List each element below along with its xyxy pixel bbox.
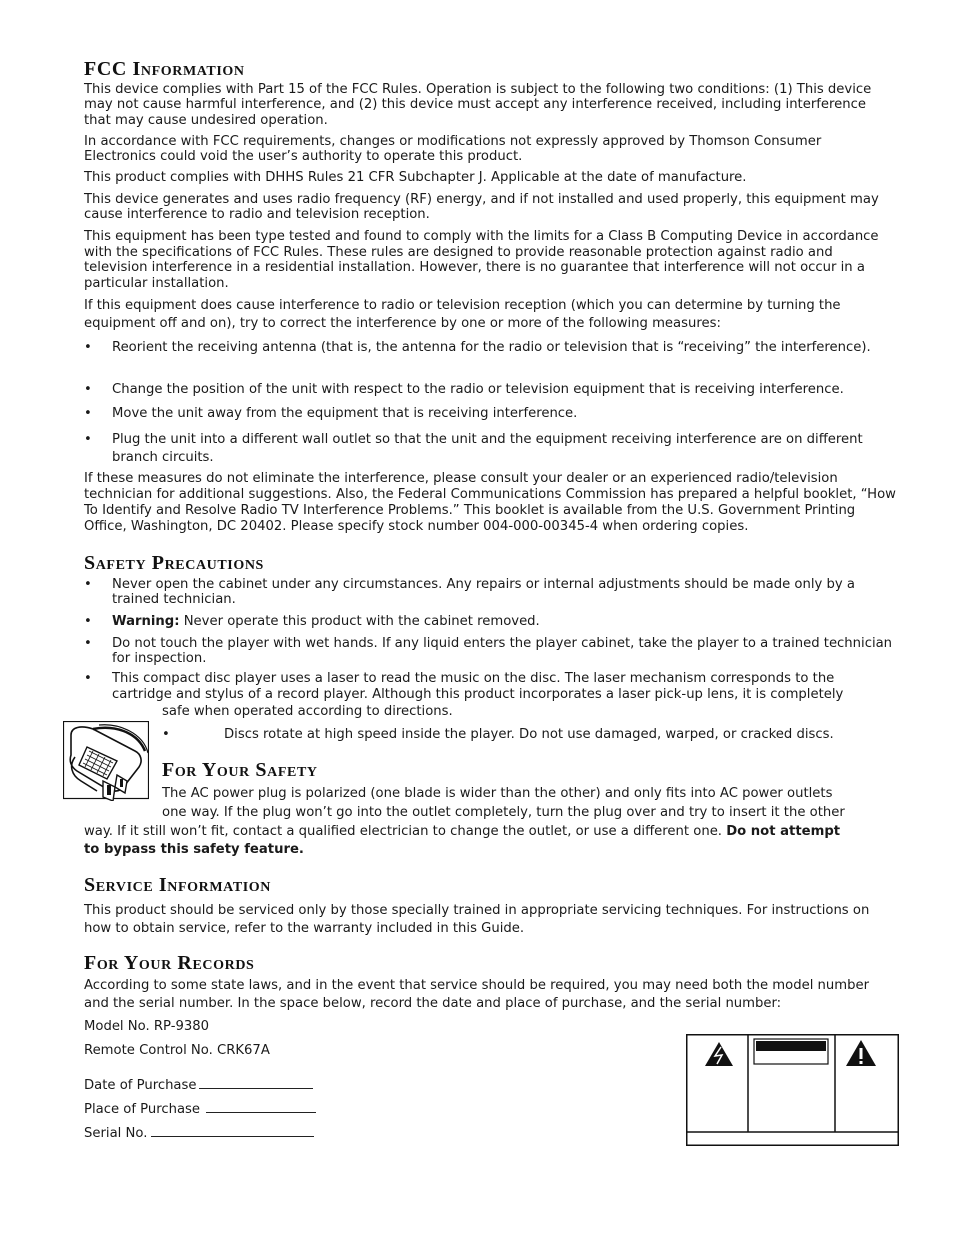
records-heading: For Your Records (84, 952, 255, 974)
safety-bullet-item (84, 614, 896, 629)
fcc-bullet-item (84, 431, 896, 466)
your-safety-heading: For Your Safety (162, 759, 318, 781)
serial-number-label: Serial No. (84, 1126, 148, 1141)
safety-bullet-item (84, 636, 896, 667)
your-safety-line-3-text: way. If it still won’t fit, contact a qualified electrician to change the outlet, or use a different one. (84, 824, 727, 839)
date-of-purchase-row (84, 1076, 313, 1094)
fcc-bullet-item (84, 382, 896, 397)
fcc-bullet-text: Change the position of the unit with respect to the radio or television equipment that is receiving interference. (112, 382, 844, 397)
safety-bullet-text: Do not touch the player with wet hands. If any liquid enters the player cabinet, take the player to a trained technician for inspection. (112, 636, 893, 667)
safety-heading: Safety Precautions (84, 552, 264, 574)
safety-laser-line-2: cartridge and stylus of a record player. Although this product incorporates a laser pick-up lens, it is completely (112, 687, 844, 702)
fcc-paragraph-4: This device generates and uses radio frequency (RF) energy, and if not installed and used properly, this equipment may cause interference to radio and television reception. (84, 192, 879, 223)
bullet-glyph: • (84, 636, 92, 651)
service-paragraph: This product should be serviced only by those specially trained in appropriate servicing techniques. For instructions on how to obtain service, refer to the warranty included in this Guide. (84, 903, 870, 936)
date-of-purchase-label: Date of Purchase (84, 1078, 197, 1093)
safety-laser-line-3: safe when operated according to directions. (162, 704, 453, 719)
fcc-paragraph-3: This product complies with DHHS Rules 21 CFR Subchapter J. Applicable at the date of manufacture. (84, 170, 747, 185)
fcc-paragraph-6: If this equipment does cause interference to radio or television reception (which you can determine by turning the equipment off and on), try to correct the interference by one or more of the following measures: (84, 298, 841, 331)
place-of-purchase-row (84, 1100, 316, 1118)
fcc-bullet-text: Reorient the receiving antenna (that is, the antenna for the radio or television that is “receiving” the interference). (112, 340, 871, 355)
fcc-bullet-item (84, 406, 896, 421)
fcc-paragraph-5: This equipment has been type tested and found to comply with the limits for a Class B Computing Device in accordance with the specifications of FCC Rules. These rules are designed to provide reasonable protection against radio and television interference in a residential installation. However, there is no guarantee that interference will not occur in a particular installation. (84, 229, 879, 291)
bullet-glyph: • (84, 671, 92, 686)
remote-control-number: Remote Control No. CRK67A (84, 1043, 270, 1058)
bullet-glyph: • (162, 727, 170, 742)
safety-laser-line-1: This compact disc player uses a laser to read the music on the disc. The laser mechanism corresponds to the (112, 671, 835, 686)
model-number: Model No. RP-9380 (84, 1019, 210, 1034)
safety-bullet-text (112, 614, 896, 629)
fcc-paragraph-7: If these measures do not eliminate the interference, please consult your dealer or an experienced radio/television technician for additional suggestions. Also, the Federal Communications Commission has prepared a helpful booklet, “How To Identify and Resolve Radio TV Interference Problems.” This booklet is available from the U.S. Government Printing Office, Washington, DC 20402. Please specify stock number 004-000-00345-4 when ordering copies. (84, 471, 896, 534)
bullet-glyph: • (84, 614, 92, 629)
bullet-glyph: • (84, 432, 92, 447)
serial-number-field[interactable] (151, 1124, 314, 1137)
bullet-glyph: • (84, 406, 92, 421)
fcc-bullet-text: Move the unit away from the equipment that is receiving interference. (112, 406, 578, 421)
fcc-bullet-text: Plug the unit into a different wall outlet so that the unit and the equipment receiving interference are on different branch circuits. (112, 432, 863, 465)
bullet-glyph: • (84, 577, 92, 592)
your-safety-line-3 (84, 824, 840, 840)
fcc-paragraph-1: This device complies with Part 15 of the FCC Rules. Operation is subject to the following two conditions: (1) This device may not cause harmful interference, and (2) this device must accept any interference received, including interference that may cause undesired operation. (84, 82, 872, 128)
fcc-bullet-item (84, 339, 896, 357)
date-of-purchase-field[interactable] (199, 1076, 313, 1089)
place-of-purchase-label: Place of Purchase (84, 1102, 201, 1117)
records-paragraph: According to some state laws, and in the event that service should be required, you may need both the model number and the serial number. In the space below, record the date and place of purchase, and the serial number: (84, 978, 870, 1011)
your-safety-line-4: to bypass this safety feature. (84, 842, 304, 857)
safety-discs-text: Discs rotate at high speed inside the player. Do not use damaged, warped, or cracked discs. (224, 727, 834, 742)
place-of-purchase-field[interactable] (206, 1100, 316, 1113)
your-safety-line-1: The AC power plug is polarized (one blade is wider than the other) and only fits into AC power outlets (162, 786, 833, 801)
caution-label-box (686, 1034, 899, 1146)
fcc-paragraph-2: In accordance with FCC requirements, changes or modifications not expressly approved by Thomson Consumer Electronics could void the user’s authority to operate this product. (84, 134, 822, 165)
safety-bullet-item (84, 577, 896, 608)
your-safety-line-2: one way. If the plug won’t go into the outlet completely, turn the plug over and try to insert it the other (162, 805, 845, 820)
bullet-glyph: • (84, 382, 92, 397)
warning-label: Warning: (112, 614, 180, 629)
polarized-plug-icon (63, 721, 149, 801)
do-not-attempt-bold: Do not attempt (726, 824, 841, 839)
warning-text: Never operate this product with the cabinet removed. (179, 614, 540, 629)
fcc-heading: FCC Information (84, 58, 245, 80)
safety-bullet-text: Never open the cabinet under any circumstances. Any repairs or internal adjustments should be made only by a trained technician. (112, 577, 855, 608)
serial-number-row (84, 1124, 314, 1142)
bullet-glyph: • (84, 340, 92, 355)
service-heading: Service Information (84, 874, 272, 896)
